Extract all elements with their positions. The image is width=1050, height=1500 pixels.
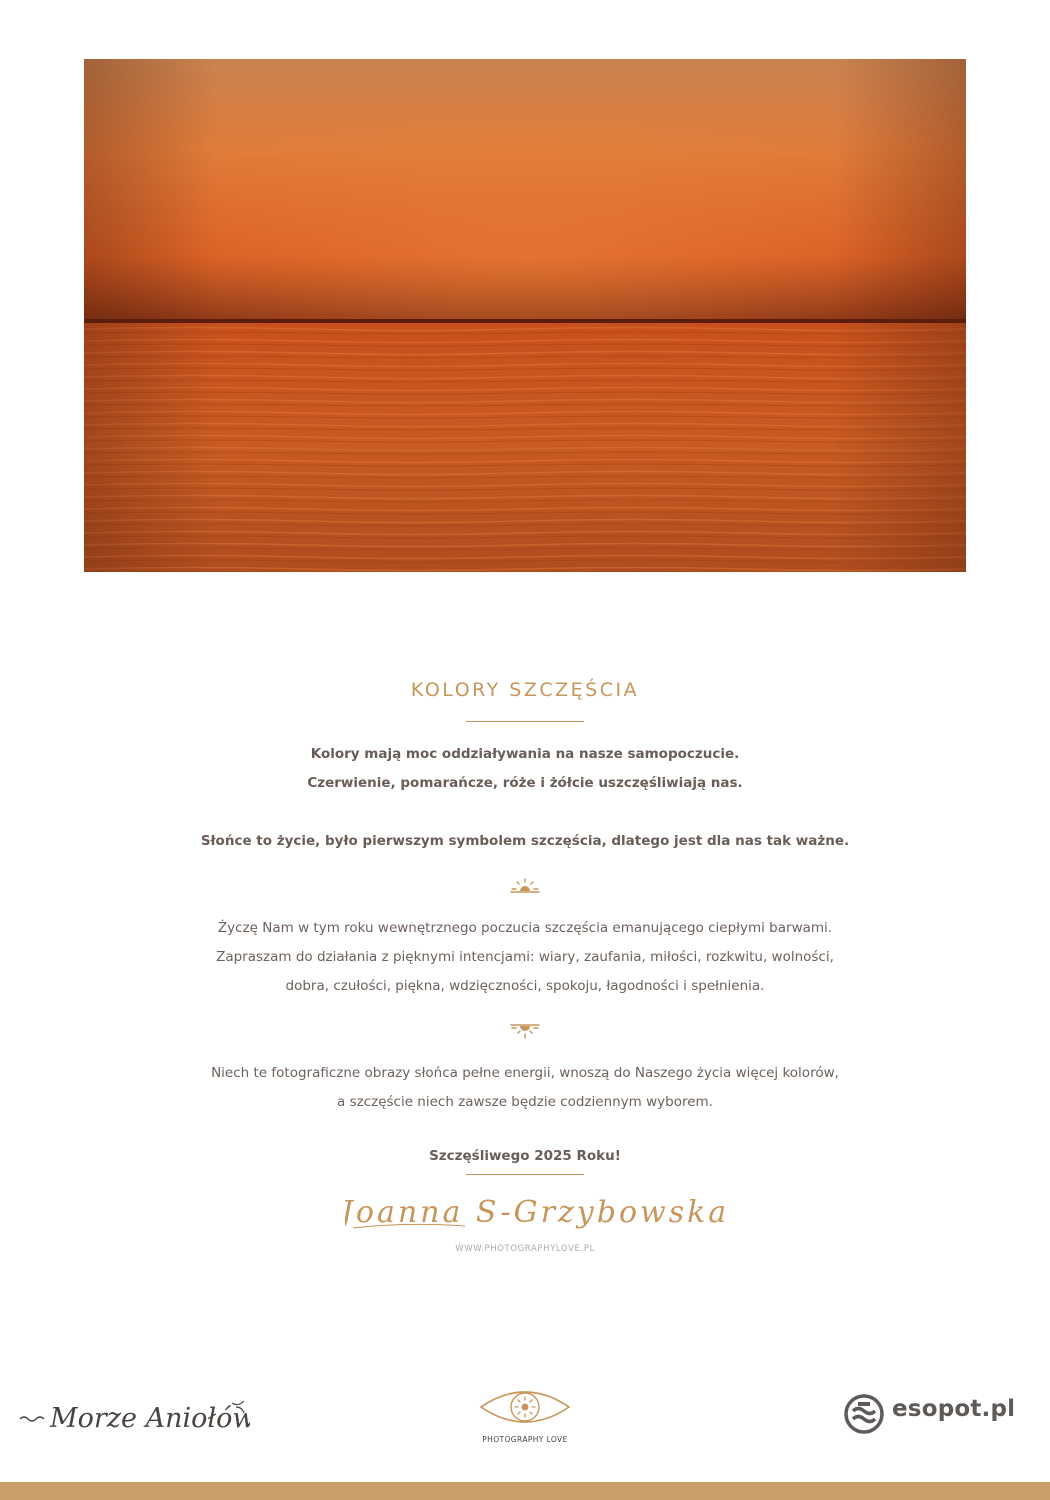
photography-love-logo [455,1385,595,1447]
eye-sun-icon [479,1385,571,1429]
para3-line1: Życzę Nam w tym roku wewnętrznego poczucia szczęścia emanującego ciepłymi barwami. [217,920,833,936]
sunrise-icon [510,878,540,894]
morze-aniolow-logo-graphic [18,1393,250,1443]
para4-line2: a szczęście niech zawsze będzie codziennym wyborem. [337,1094,713,1110]
website-url: WWW.PHOTOGRAPHYLOVE.PL [455,1244,595,1254]
esopot-icon [844,1394,884,1434]
svg-text:Joanna S-Grzybowska: Joanna S-Grzybowska [345,1195,725,1230]
morze-aniolow-logo [18,1393,250,1443]
signature-graphic [345,1184,725,1242]
greeting-divider [466,1174,584,1175]
article [0,676,1050,1175]
para3-line3: dobra, czułości, piękna, wdzięczności, spokoju, łagodności i spełnienia. [285,978,765,994]
sunset-icon [510,1023,540,1039]
title-divider [466,721,584,722]
bottom-accent-bar [0,1482,1050,1500]
sunset-photo [84,59,966,572]
photography-love-caption: PHOTOGRAPHY LOVE [482,1435,568,1444]
article-title: KOLORY SZCZĘŚCIA [410,679,640,701]
para3-line2: Zapraszam do działania z pięknymi intencjami: wiary, zaufania, miłości, rozkwitu, wolności, [216,949,834,965]
handwritten-signature [345,1184,725,1242]
svg-text:Morze Aniołów: Morze Aniołów [50,1403,250,1434]
para2-line: Słońce to życie, było pierwszym symbolem szczęścia, dlatego jest dla nas tak ważne. [200,833,850,849]
esopot-logo [844,1394,1014,1436]
para4-line1: Niech te fotograficzne obrazy słońca pełne energii, wnoszą do Naszego życia więcej kolorów, [211,1065,839,1081]
new-year-greeting: Szczęśliwego 2025 Roku! [429,1148,621,1164]
esopot-wordmark: esopot.pl [892,1396,1016,1422]
sunset-sea-image [84,59,966,572]
para1-line1: Kolory mają moc oddziaływania na nasze samopoczucie. [310,746,740,762]
para1-line2: Czerwienie, pomarańcze, róże i żółcie uszczęśliwiają nas. [307,775,743,791]
